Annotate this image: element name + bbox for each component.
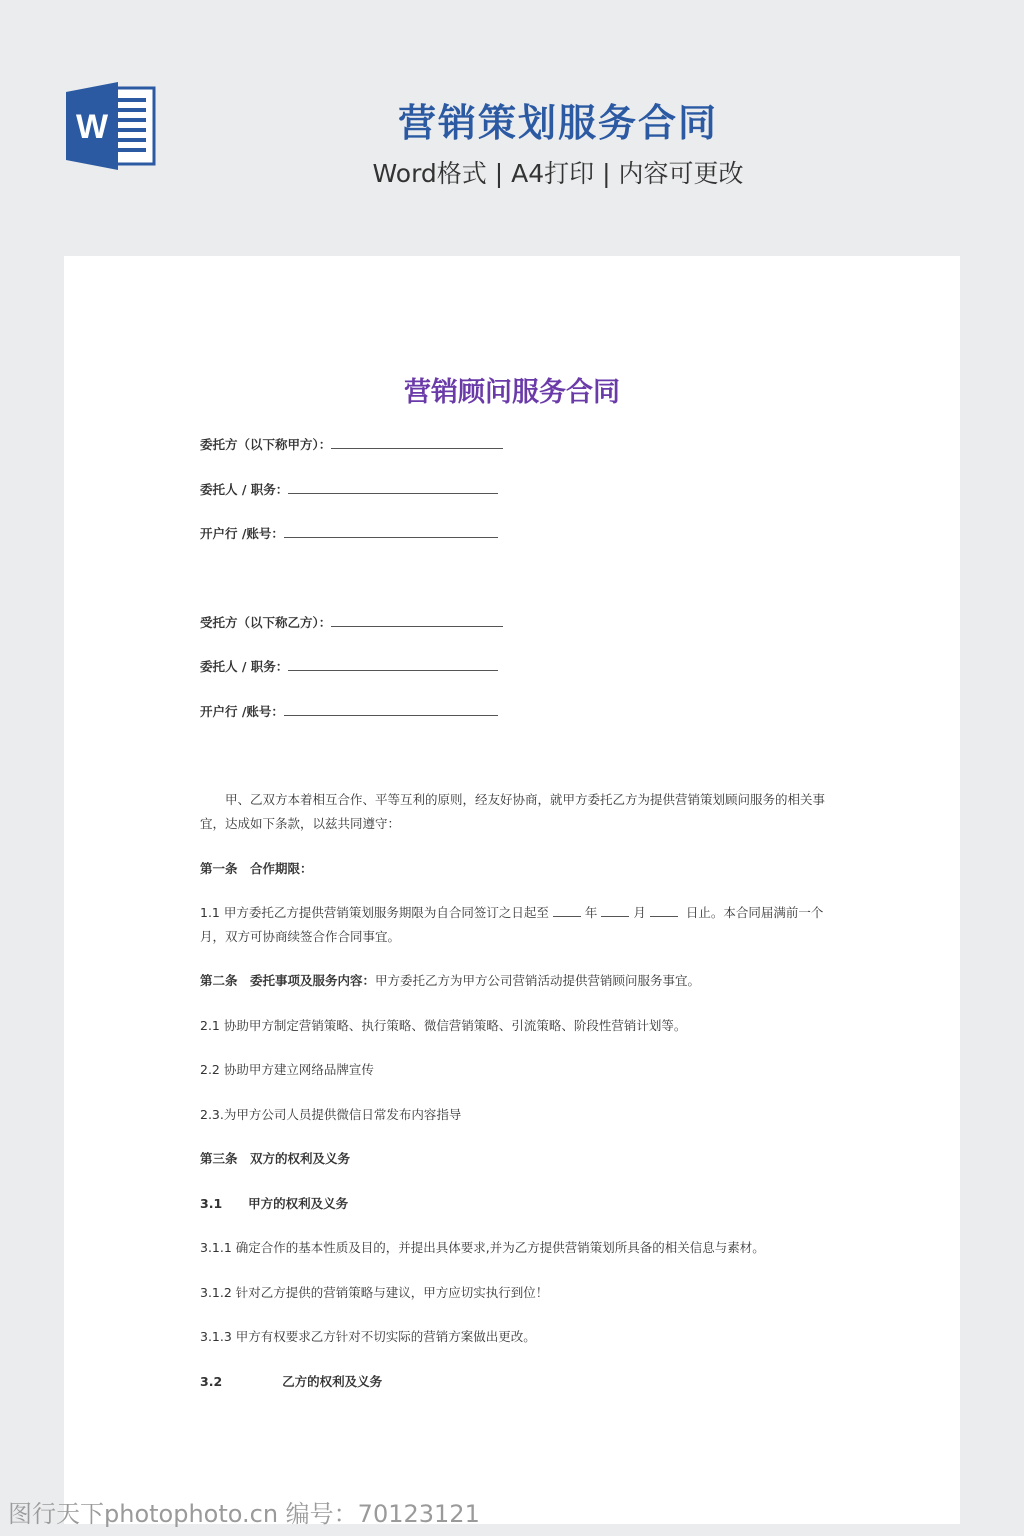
article-2-text: 甲方委托乙方为甲方公司营销活动提供营销顾问服务事宜。 <box>375 973 701 988</box>
party-b-name-field <box>200 614 503 632</box>
clause-3-1-1: 3.1.1 确定合作的基本性质及目的，并提出具体要求,并为乙方提供营销策划所具备的相关信息与素材。 <box>200 1240 765 1255</box>
watermark: 图行天下photophoto.cn 编号：70123121 <box>8 1500 480 1528</box>
section-3-1-heading <box>200 1195 348 1213</box>
party-a-bank-field <box>200 525 498 543</box>
article-2-title: 第二条 委托事项及服务内容： <box>200 973 376 988</box>
day-blank[interactable] <box>650 904 678 917</box>
party-b-bank-label: 开户行 /账号： <box>200 704 284 719</box>
party-b-name-label: 受托方（以下称乙方）： <box>200 615 332 630</box>
party-b-agent-field <box>200 658 498 676</box>
svg-text:W: W <box>75 108 109 146</box>
party-a-name-field <box>200 436 503 454</box>
month-label: 月 <box>633 905 646 920</box>
clause-3-1-2: 3.1.2 针对乙方提供的营销策略与建议，甲方应切实执行到位！ <box>200 1285 549 1300</box>
month-blank[interactable] <box>601 904 629 917</box>
party-b-bank-field <box>200 703 498 721</box>
party-b-bank-blank[interactable] <box>284 703 498 716</box>
party-a-agent-label: 委托人 / 职务： <box>200 482 289 497</box>
party-a-agent-field <box>200 481 498 499</box>
section-3-2-heading <box>200 1373 382 1391</box>
year-blank[interactable] <box>553 904 581 917</box>
year-label: 年 <box>584 905 598 920</box>
party-a-agent-blank[interactable] <box>288 481 498 494</box>
document-page <box>64 256 960 1524</box>
section-3-2-title: 乙方的权利及义务 <box>282 1374 383 1389</box>
document-title: 营销顾问服务合同 <box>404 377 620 408</box>
section-3-2-number: 3.2 <box>200 1374 223 1389</box>
article-1-title: 第一条 合作期限： <box>200 861 313 876</box>
party-a-bank-blank[interactable] <box>284 525 498 538</box>
article-1-1 <box>200 901 828 949</box>
party-b-agent-label: 委托人 / 职务： <box>200 659 289 674</box>
party-b-name-blank[interactable] <box>331 614 503 627</box>
page-subtitle: Word格式 | A4打印 | 内容可更改 <box>372 159 744 188</box>
article-2-2: 2.2 协助甲方建立网络品牌宣传 <box>200 1062 374 1077</box>
page-header <box>0 0 1024 240</box>
article-2-1: 2.1 协助甲方制定营销策略、执行策略、微信营销策略、引流策略、阶段性营销计划等。 <box>200 1018 687 1033</box>
section-3-1-title: 甲方的权利及义务 <box>248 1196 349 1211</box>
word-icon <box>64 82 156 170</box>
intro-paragraph: 甲、乙双方本着相互合作、平等互利的原则，经友好协商，就甲方委托乙方为提供营销策划顾问服务的相关事宜，达成如下条款，以兹共同遵守： <box>200 792 826 831</box>
party-a-name-blank[interactable] <box>331 436 503 449</box>
article-2 <box>200 972 700 990</box>
article-3-title: 第三条 双方的权利及义务 <box>200 1151 351 1166</box>
page-title: 营销策划服务合同 <box>397 101 718 145</box>
clause-3-1-3: 3.1.3 甲方有权要求乙方针对不切实际的营销方案做出更改。 <box>200 1329 536 1344</box>
article-1-1-text-a: 1.1 甲方委托乙方提供营销策划服务期限为自合同签订之日起至 <box>200 905 549 920</box>
party-a-bank-label: 开户行 /账号： <box>200 526 284 541</box>
party-b-agent-blank[interactable] <box>288 658 498 671</box>
article-1-1-text-b: 日止。本合同届满前一个月，双方可协商续签合作合同事宜。 <box>200 905 824 944</box>
section-3-1-number: 3.1 <box>200 1196 223 1211</box>
article-2-3: 2.3.为甲方公司人员提供微信日常发布内容指导 <box>200 1107 462 1122</box>
party-a-name-label: 委托方（以下称甲方）： <box>200 437 332 452</box>
